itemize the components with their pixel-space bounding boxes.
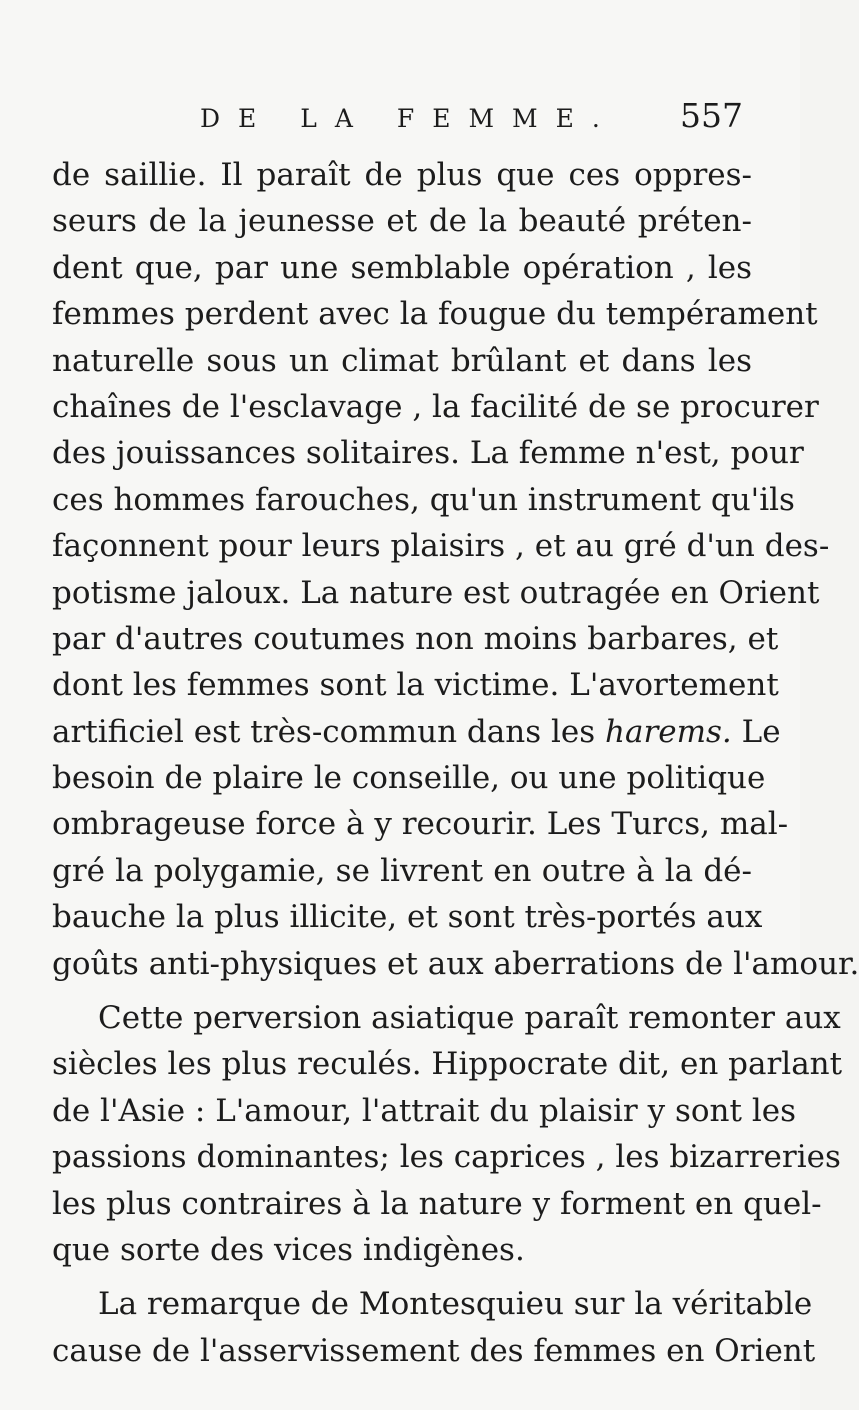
text-line: dont les femmes sont la victime. L'avortement — [52, 667, 779, 704]
italic-word: harems. — [605, 713, 732, 750]
running-title: DE LA FEMME. — [200, 104, 618, 133]
text-line: La remarque de Montesquieu sur la véritable — [98, 1286, 813, 1323]
text-line: cause de l'asservissement des femmes en Orient — [52, 1332, 816, 1369]
text-line: par d'autres coutumes non moins barbares, et — [52, 620, 779, 657]
paragraph-gap — [52, 987, 752, 995]
page-header — [0, 92, 800, 152]
text-line: de l'Asie : L'amour, l'attrait du plaisir y sont les — [52, 1092, 796, 1129]
text-line: siècles les plus reculés. Hippocrate dit, en parlant — [52, 1046, 843, 1083]
text-line: façonnent pour leurs plaisirs , et au gré d'un des- — [52, 528, 830, 565]
text-line: passions dominantes; les caprices , les bizarreries — [52, 1139, 841, 1176]
text-line: seurs de la jeunesse et de la beauté préten- — [52, 203, 752, 240]
text-line: goûts anti-physiques et aux aberrations de l'amour. — [52, 945, 859, 982]
text-line: naturelle sous un climat brûlant et dans les — [52, 342, 752, 379]
paragraph-gap — [52, 1273, 752, 1281]
text-line: que sorte des vices indigènes. — [52, 1231, 525, 1268]
text-line: bauche la plus illicite, et sont très-portés aux — [52, 899, 763, 936]
text-line: ces hommes farouches, qu'un instrument qu'ils — [52, 481, 795, 518]
text-line: les plus contraires à la nature y forment en quel- — [52, 1185, 822, 1222]
body-text — [52, 152, 859, 1374]
text-segment: Le — [741, 713, 781, 750]
page-number: 557 — [680, 96, 743, 135]
text-line-with-italic — [52, 709, 781, 755]
text-line: besoin de plaire le conseille, ou une politique — [52, 760, 766, 797]
text-line: des jouissances solitaires. La femme n'est, pour — [52, 435, 804, 472]
text-line: femmes perdent avec la fougue du tempérament — [52, 296, 818, 333]
text-segment: artificiel est très-commun dans les — [52, 713, 596, 750]
text-line: de saillie. Il paraît de plus que ces oppres- — [52, 157, 752, 193]
text-line: ombrageuse force à y recourir. Les Turcs, mal- — [52, 806, 789, 843]
text-line: chaînes de l'esclavage , la facilité de se procurer — [52, 388, 819, 425]
text-line: Cette perversion asiatique paraît remonter aux — [98, 1000, 841, 1037]
text-line: dent que, par une semblable opération , les — [52, 249, 752, 286]
text-line: gré la polygamie, se livrent en outre à la dé- — [52, 852, 752, 889]
text-line: potisme jaloux. La nature est outragée en Orient — [52, 574, 820, 611]
